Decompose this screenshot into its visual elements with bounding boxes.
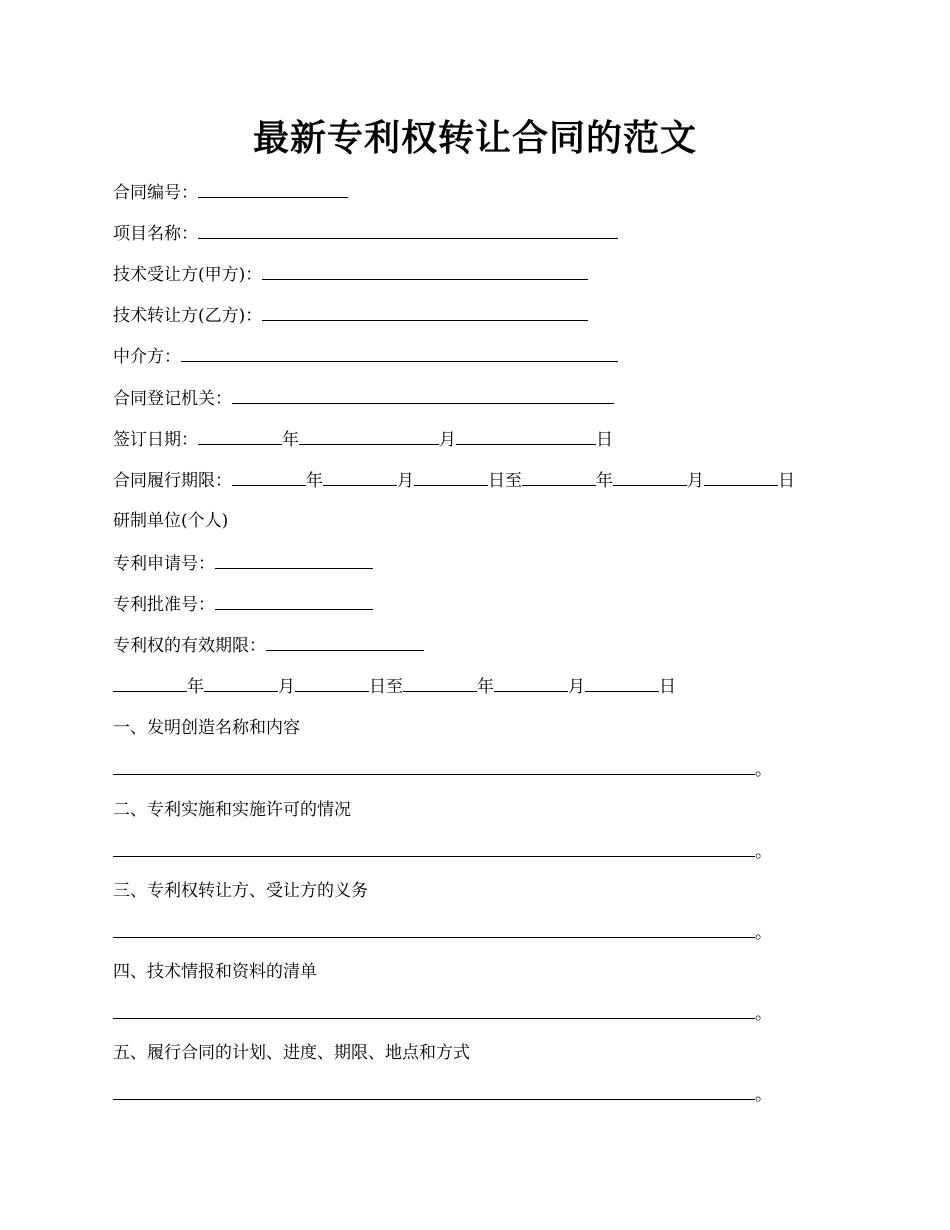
- valid-end-month-blank[interactable]: [494, 674, 568, 692]
- sign-day-blank[interactable]: [456, 427, 596, 445]
- valid-start-year-blank[interactable]: [113, 674, 187, 692]
- month-unit: 月: [278, 677, 295, 697]
- section-heading: 三、专利权转让方、受让方的义务: [113, 881, 368, 901]
- project-name-blank[interactable]: [198, 221, 618, 239]
- section-heading: 二、专利实施和实施许可的情况: [113, 800, 351, 820]
- sign-date-row: [113, 427, 613, 452]
- approval-no-blank[interactable]: [215, 592, 373, 610]
- validity-blank[interactable]: [266, 633, 424, 651]
- section-heading: 一、发明创造名称和内容: [113, 718, 300, 738]
- registry-blank[interactable]: [232, 386, 614, 404]
- year-unit: 年: [282, 430, 299, 450]
- performance-period-row: [113, 468, 795, 493]
- section-answer-line: [113, 920, 772, 945]
- project-name-label: 项目名称：: [113, 224, 198, 244]
- section-heading: 四、技术情报和资料的清单: [113, 962, 317, 982]
- validity-row: [113, 633, 424, 658]
- validity-label: 专利权的有效期限：: [113, 636, 266, 656]
- year-unit: 年: [596, 471, 613, 491]
- transferee-blank[interactable]: [262, 262, 588, 280]
- registry-row: [113, 386, 614, 411]
- developer-label: 研制单位(个人): [113, 511, 229, 531]
- sign-year-blank[interactable]: [198, 427, 282, 445]
- valid-end-year-blank[interactable]: [403, 674, 477, 692]
- transferor-row: [113, 303, 588, 328]
- registry-label: 合同登记机关：: [113, 389, 232, 409]
- answer-blank[interactable]: [113, 1001, 755, 1019]
- end-month-blank[interactable]: [613, 468, 687, 486]
- developer-row: [113, 509, 228, 533]
- application-no-row: [113, 551, 373, 576]
- period-mark: 。: [755, 842, 772, 862]
- section-heading: 五、履行合同的计划、进度、期限、地点和方式: [113, 1043, 470, 1063]
- application-no-blank[interactable]: [215, 551, 373, 569]
- day-unit: 日: [596, 430, 613, 450]
- period-mark: 。: [755, 1004, 772, 1024]
- day-to-unit: 日至: [488, 471, 522, 491]
- application-no-label: 专利申请号：: [113, 554, 215, 574]
- day-unit: 日: [778, 471, 795, 491]
- answer-blank[interactable]: [113, 757, 755, 775]
- transferee-label: 技术受让方(甲方)：: [113, 265, 263, 285]
- sign-date-label: 签订日期：: [113, 430, 198, 450]
- section-answer-line: [113, 1082, 772, 1107]
- day-to-unit: 日至: [369, 677, 403, 697]
- year-unit: 年: [187, 677, 204, 697]
- answer-blank[interactable]: [113, 1082, 755, 1100]
- document-title: 最新专利权转让合同的范文: [252, 118, 697, 159]
- approval-no-row: [113, 592, 373, 617]
- start-month-blank[interactable]: [323, 468, 397, 486]
- validity-dates-row: [113, 674, 676, 699]
- year-unit: 年: [477, 677, 494, 697]
- transferor-blank[interactable]: [262, 303, 588, 321]
- start-year-blank[interactable]: [232, 468, 306, 486]
- intermediary-row: [113, 344, 618, 369]
- period-mark: 。: [755, 1085, 772, 1105]
- period-mark: 。: [755, 760, 772, 780]
- transferor-label: 技术转让方(乙方)：: [113, 306, 263, 326]
- year-unit: 年: [306, 471, 323, 491]
- end-day-blank[interactable]: [704, 468, 778, 486]
- performance-period-label: 合同履行期限：: [113, 471, 232, 491]
- valid-start-month-blank[interactable]: [204, 674, 278, 692]
- answer-blank[interactable]: [113, 839, 755, 857]
- month-unit: 月: [687, 471, 704, 491]
- month-unit: 月: [397, 471, 414, 491]
- intermediary-blank[interactable]: [181, 344, 618, 362]
- end-year-blank[interactable]: [522, 468, 596, 486]
- section-answer-line: [113, 757, 772, 782]
- contract-no-blank[interactable]: [198, 180, 348, 198]
- intermediary-label: 中介方：: [113, 347, 181, 367]
- sign-month-blank[interactable]: [299, 427, 439, 445]
- month-unit: 月: [568, 677, 585, 697]
- section-answer-line: [113, 1001, 772, 1026]
- project-name-row: [113, 221, 618, 246]
- valid-start-day-blank[interactable]: [295, 674, 369, 692]
- contract-no-row: [113, 180, 348, 205]
- valid-end-day-blank[interactable]: [585, 674, 659, 692]
- month-unit: 月: [439, 430, 456, 450]
- answer-blank[interactable]: [113, 920, 755, 938]
- section-answer-line: [113, 839, 772, 864]
- transferee-row: [113, 262, 588, 287]
- day-unit: 日: [659, 677, 676, 697]
- approval-no-label: 专利批准号：: [113, 595, 215, 615]
- contract-no-label: 合同编号：: [113, 183, 198, 203]
- start-day-blank[interactable]: [414, 468, 488, 486]
- period-mark: 。: [755, 923, 772, 943]
